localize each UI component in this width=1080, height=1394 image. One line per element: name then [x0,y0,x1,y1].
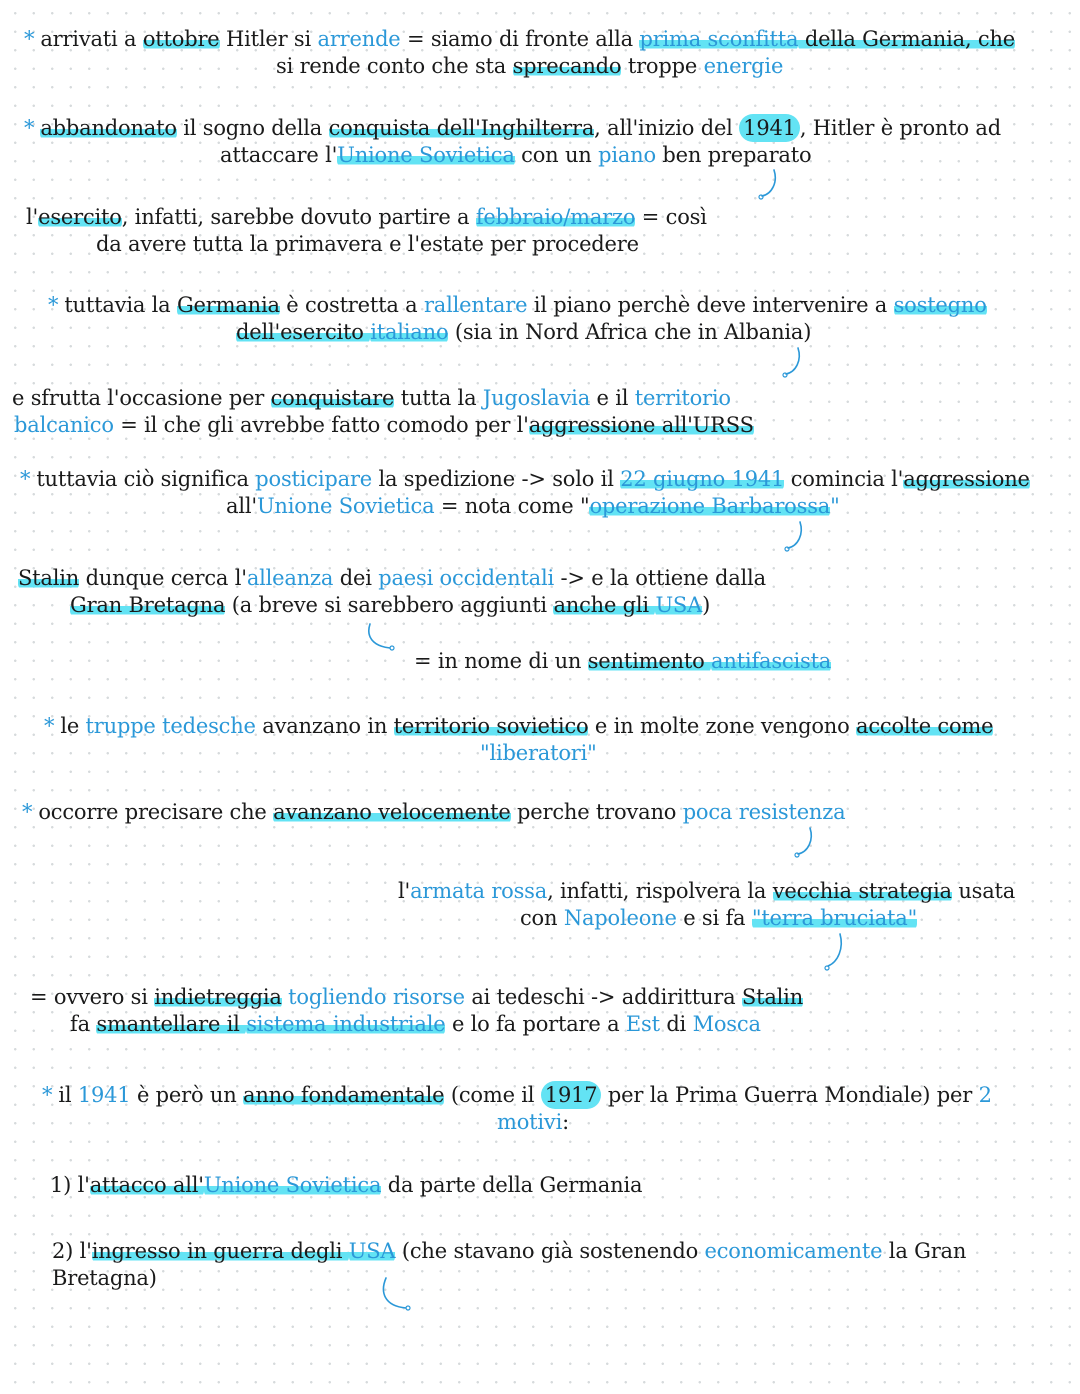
p5-line2: balcanico = il che gli avrebbe fatto comodo per l'aggressione all'URSS [14,413,754,437]
bullet-star: * [42,1083,53,1107]
curved-arrow-icon [756,166,786,206]
curved-arrow-icon [378,1276,418,1316]
p7-line1: Stalin dunque cerca l'alleanza dei paesi occidentali -> e la ottiene dalla [18,566,766,590]
p6-line2: all'Unione Sovietica = nota come "operazione Barbarossa" [226,494,840,518]
bullet-star: * [48,293,59,317]
p1-line2: si rende conto che sta sprecando troppe energie [276,54,784,78]
p15-line1: 2) l'ingresso in guerra degli USA (che stavano già sostenendo economicamente la Gran [52,1239,967,1263]
p8-line1: = in nome di un sentimento antifascista [414,649,832,673]
p11-line1: l'armata rossa, infatti, rispolvera la vecchia strategia usata [398,879,1016,903]
p7-line2: Gran Bretagna (a breve si sarebbero aggiunti anche gli USA) [70,593,711,617]
p12-line1: = ovvero si indietreggia togliendo risorse ai tedeschi -> addirittura Stalin [30,985,804,1009]
p1-line1: * arrivati a ottobre Hitler si arrende = siamo di fronte alla prima sconfitta della Germania, che [24,27,1016,51]
bullet-star: * [44,714,55,738]
curved-arrow-icon [794,824,824,864]
p10-line1: * occorre precisare che avanzano velocemente perche trovano poca resistenza [22,800,846,824]
bullet-star: * [24,27,35,51]
p14-line1: 1) l'attacco all'Unione Sovietica da parte della Germania [50,1173,643,1197]
curved-arrow-icon [784,518,814,558]
curved-arrow-icon [820,930,854,976]
p5-line1: e sfrutta l'occasione per conquistare tutta la Jugoslavia e il territorio [12,386,731,410]
p9-line1: * le truppe tedesche avanzano in territorio sovietico e in molte zone vengono accolte come [44,714,994,738]
p15-line2: Bretagna) [52,1266,157,1290]
p4-line1: * tuttavia la Germania è costretta a rallentare il piano perchè deve intervenire a sostegno [48,293,987,317]
p6-line1: * tuttavia ciò significa posticipare la spedizione -> solo il 22 giugno 1941 comincia l'aggressione [20,467,1030,491]
bullet-star: * [22,800,33,824]
p4-line2: dell'esercito italiano (sia in Nord Africa che in Albania) [236,320,812,344]
p13-line1: * il 1941 è però un anno fondamentale (come il 1917 per la Prima Guerra Mondiale) per 2 [42,1083,992,1107]
bullet-star: * [20,467,31,491]
p2-line1: * abbandonato il sogno della conquista dell'Inghilterra, all'inizio del 1941 , Hitler è pronto ad [24,116,1001,140]
p11-line2: con Napoleone e si fa "terra bruciata" [520,906,918,930]
p3-line2: da avere tutta la primavera e l'estate per procedere [96,232,639,256]
p13-line2: motivi: [497,1110,569,1134]
p2-line2: attaccare l'Unione Sovietica con un piano ben preparato [220,143,812,167]
curved-arrow-icon [364,622,404,656]
p3-line1: l'esercito, infatti, sarebbe dovuto partire a febbraio/marzo = così [26,205,707,229]
p9-line2: "liberatori" [480,741,597,765]
p12-line2: fa smantellare il sistema industriale e lo fa portare a Est di Mosca [70,1012,761,1036]
bullet-star: * [24,116,35,140]
curved-arrow-icon [782,344,812,384]
